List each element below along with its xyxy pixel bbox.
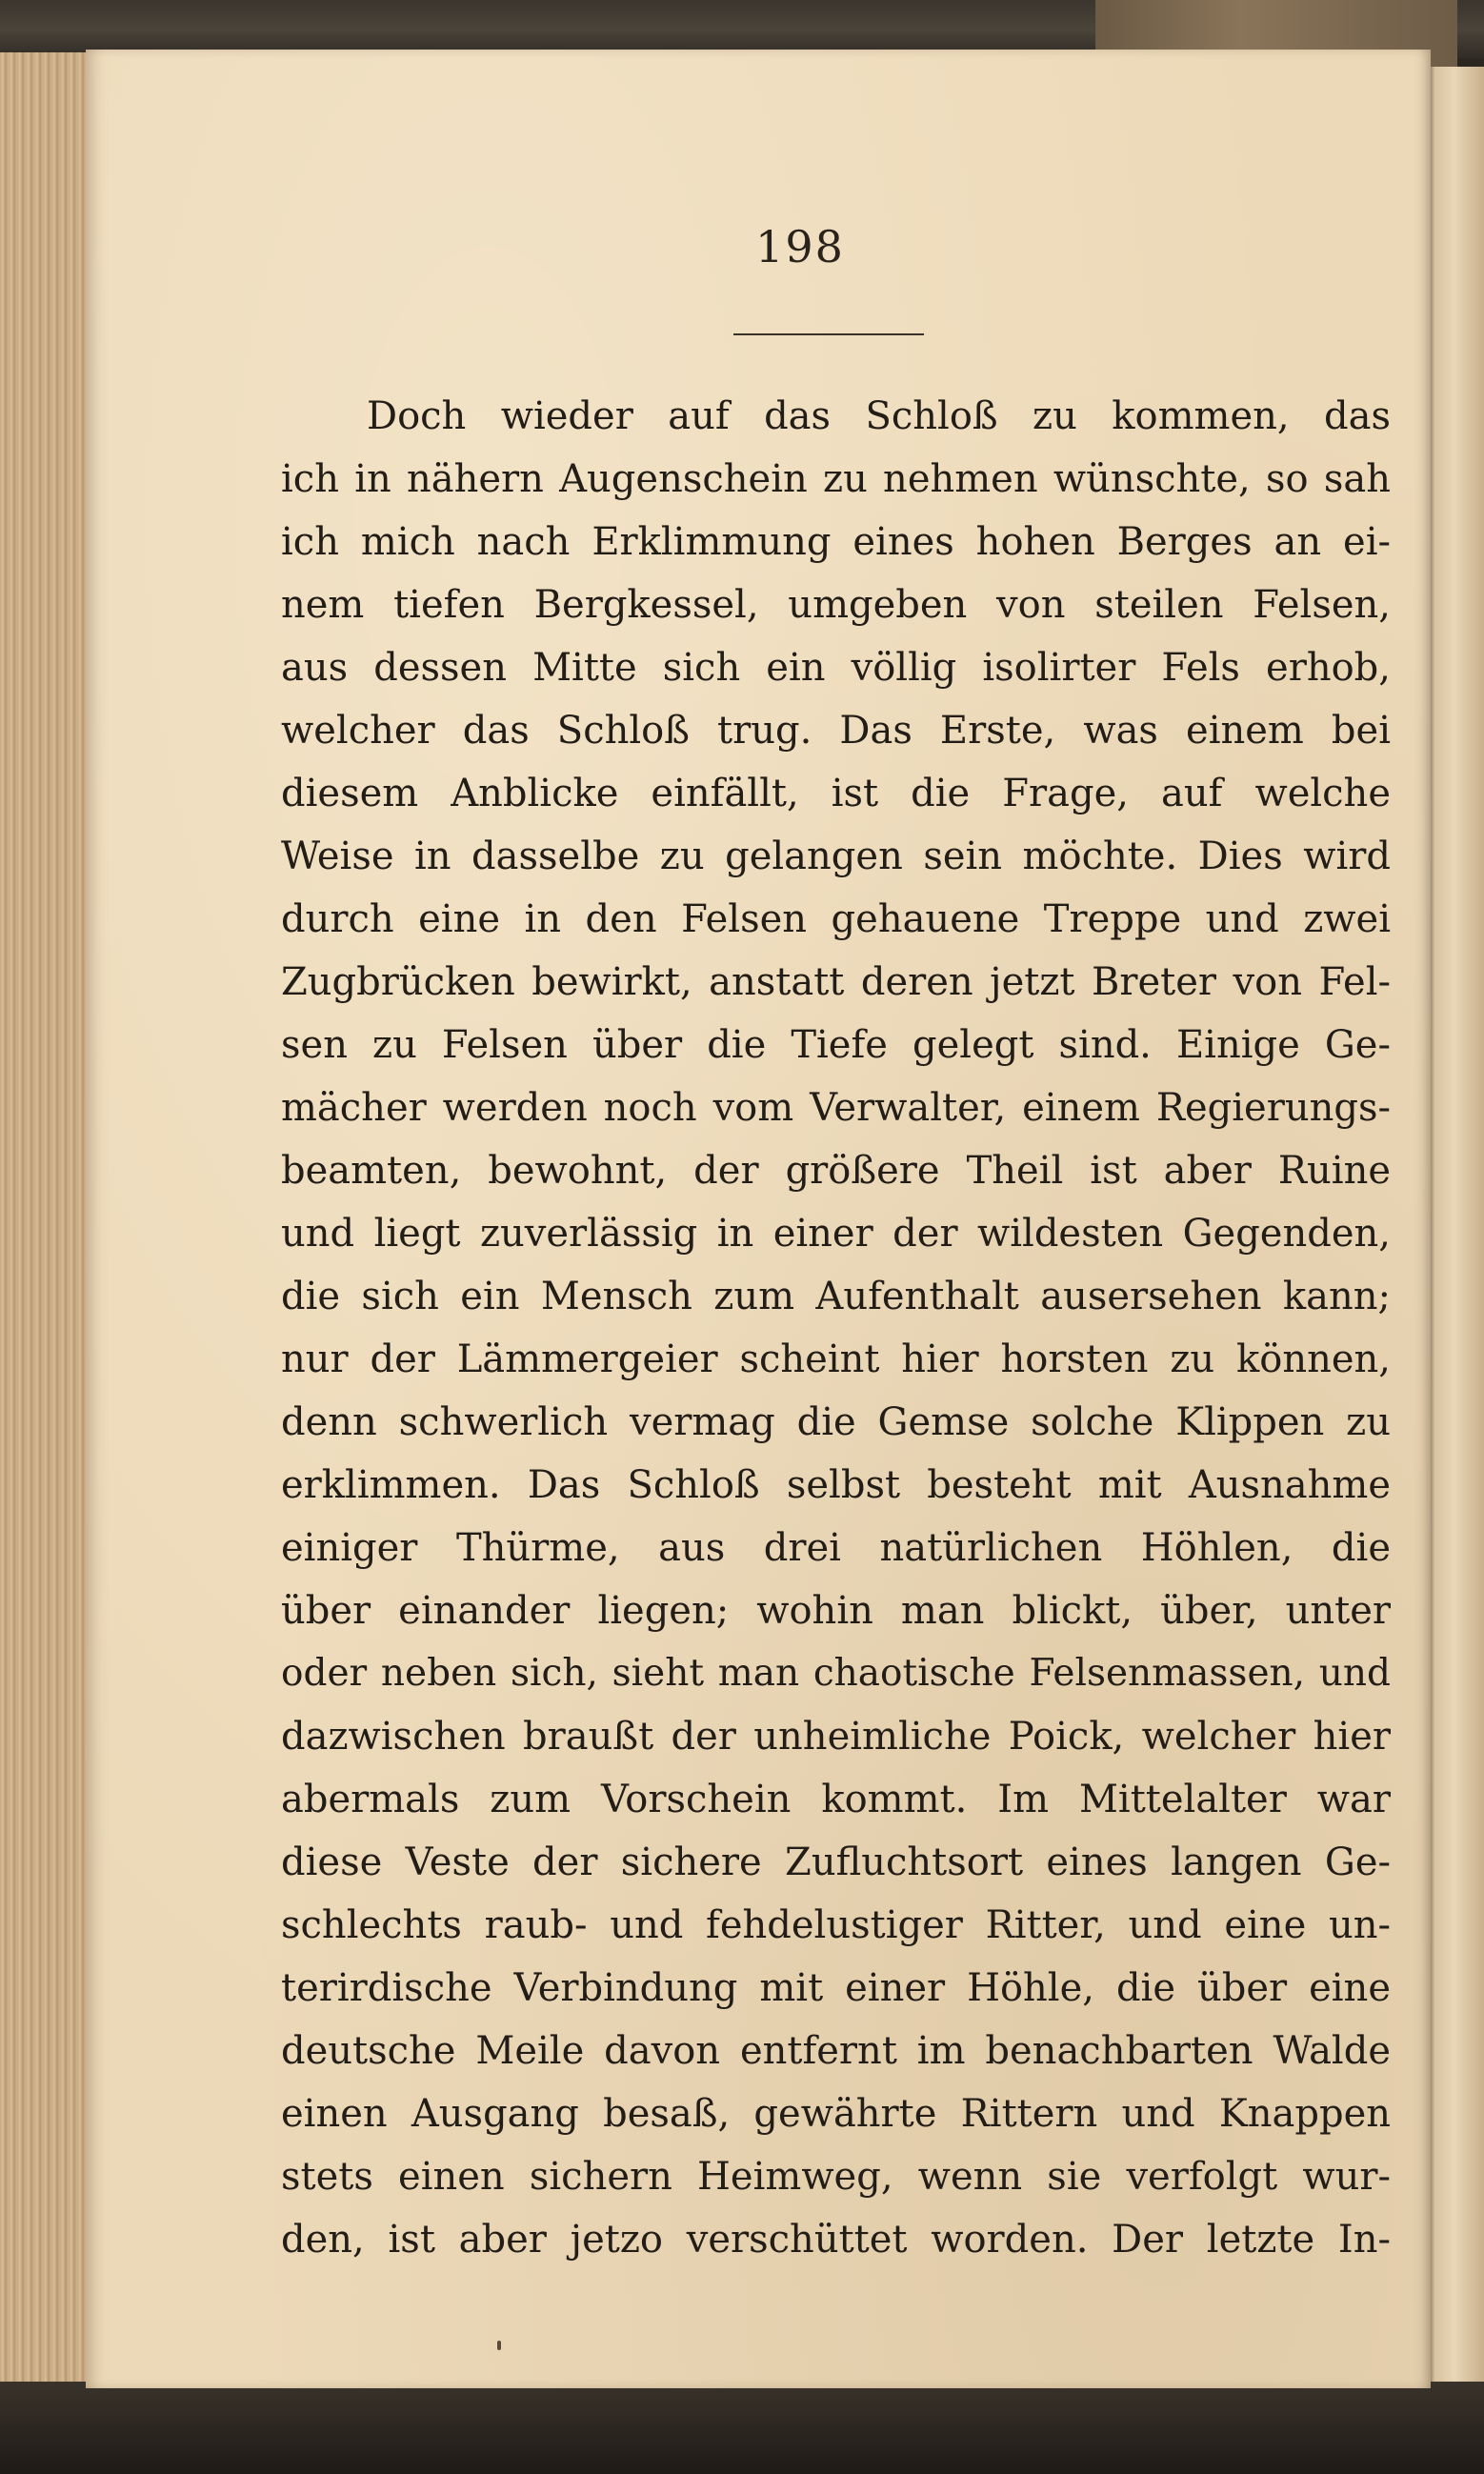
page-number: 198 (755, 221, 845, 272)
text-line: nem tiefen Bergkessel, umgeben von steilen Felsen, (281, 583, 1391, 627)
text-line: sen zu Felsen über die Tiefe gelegt sind. Einige Ge- (281, 1023, 1391, 1067)
text-line: Weise in dasselbe zu gelangen sein möchte. Dies wird (281, 835, 1391, 878)
text-line: diese Veste der sichere Zufluchtsort eines langen Ge- (281, 1840, 1391, 1884)
text-line: deutsche Meile davon entfernt im benachbarten Walde (281, 2029, 1391, 2073)
page-edges-left (0, 52, 92, 2386)
text-line: durch eine in den Felsen gehauene Treppe und zwei (281, 897, 1391, 941)
text-line: Zugbrücken bewirkt, anstatt deren jetzt Breter von Fel- (281, 960, 1391, 1004)
bottom-background (0, 2382, 1484, 2474)
text-line: einen Ausgang besaß, gewährte Rittern und Knappen (281, 2092, 1391, 2136)
text-line: und liegt zuverlässig in einer der wildesten Gegenden, (281, 1212, 1391, 1256)
text-line: erklimmen. Das Schloß selbst besteht mit Ausnahme (281, 1463, 1391, 1507)
ink-speck (497, 2341, 501, 2350)
text-line: Doch wieder auf das Schloß zu kommen, das (367, 394, 1391, 438)
text-line: die sich ein Mensch zum Aufenthalt ausersehen kann; (281, 1275, 1391, 1318)
body-text (281, 385, 1391, 2271)
text-line: ich mich nach Erklimmung eines hohen Berges an ei- (281, 520, 1391, 564)
text-line: abermals zum Vorschein kommt. Im Mittelalter war (281, 1778, 1391, 1821)
page-number-rule (733, 333, 924, 335)
text-line: aus dessen Mitte sich ein völlig isolirter Fels erhob, (281, 646, 1391, 690)
text-line: einiger Thürme, aus drei natürlichen Höhlen, die (281, 1526, 1391, 1570)
text-line: ich in nähern Augenschein zu nehmen wünschte, so sah (281, 457, 1391, 501)
page-edge-right (1424, 67, 1484, 2391)
text-line: oder neben sich, sieht man chaotische Felsenmassen, und (281, 1652, 1391, 1695)
text-line: diesem Anblicke einfällt, ist die Frage, auf welche (281, 772, 1391, 815)
book-page (86, 50, 1431, 2388)
text-line: den, ist aber jetzo verschüttet worden. Der letzte In- (281, 2218, 1391, 2262)
text-line: nur der Lämmergeier scheint hier horsten zu können, (281, 1338, 1391, 1381)
text-line: mächer werden noch vom Verwalter, einem Regierungs- (281, 1086, 1391, 1130)
text-line: beamten, bewohnt, der größere Theil ist aber Ruine (281, 1149, 1391, 1193)
text-line: schlechts raub- und fehdelustiger Ritter, und eine un- (281, 1903, 1391, 1947)
text-line: welcher das Schloß trug. Das Erste, was einem bei (281, 709, 1391, 753)
text-line: stets einen sichern Heimweg, wenn sie verfolgt wur- (281, 2155, 1391, 2199)
text-line: terirdische Verbindung mit einer Höhle, die über eine (281, 1966, 1391, 2010)
text-line: denn schwerlich vermag die Gemse solche Klippen zu (281, 1400, 1391, 1444)
text-line: über einander liegen; wohin man blickt, über, unter (281, 1589, 1391, 1633)
text-line: dazwischen braußt der unheimliche Poick, welcher hier (281, 1715, 1391, 1759)
